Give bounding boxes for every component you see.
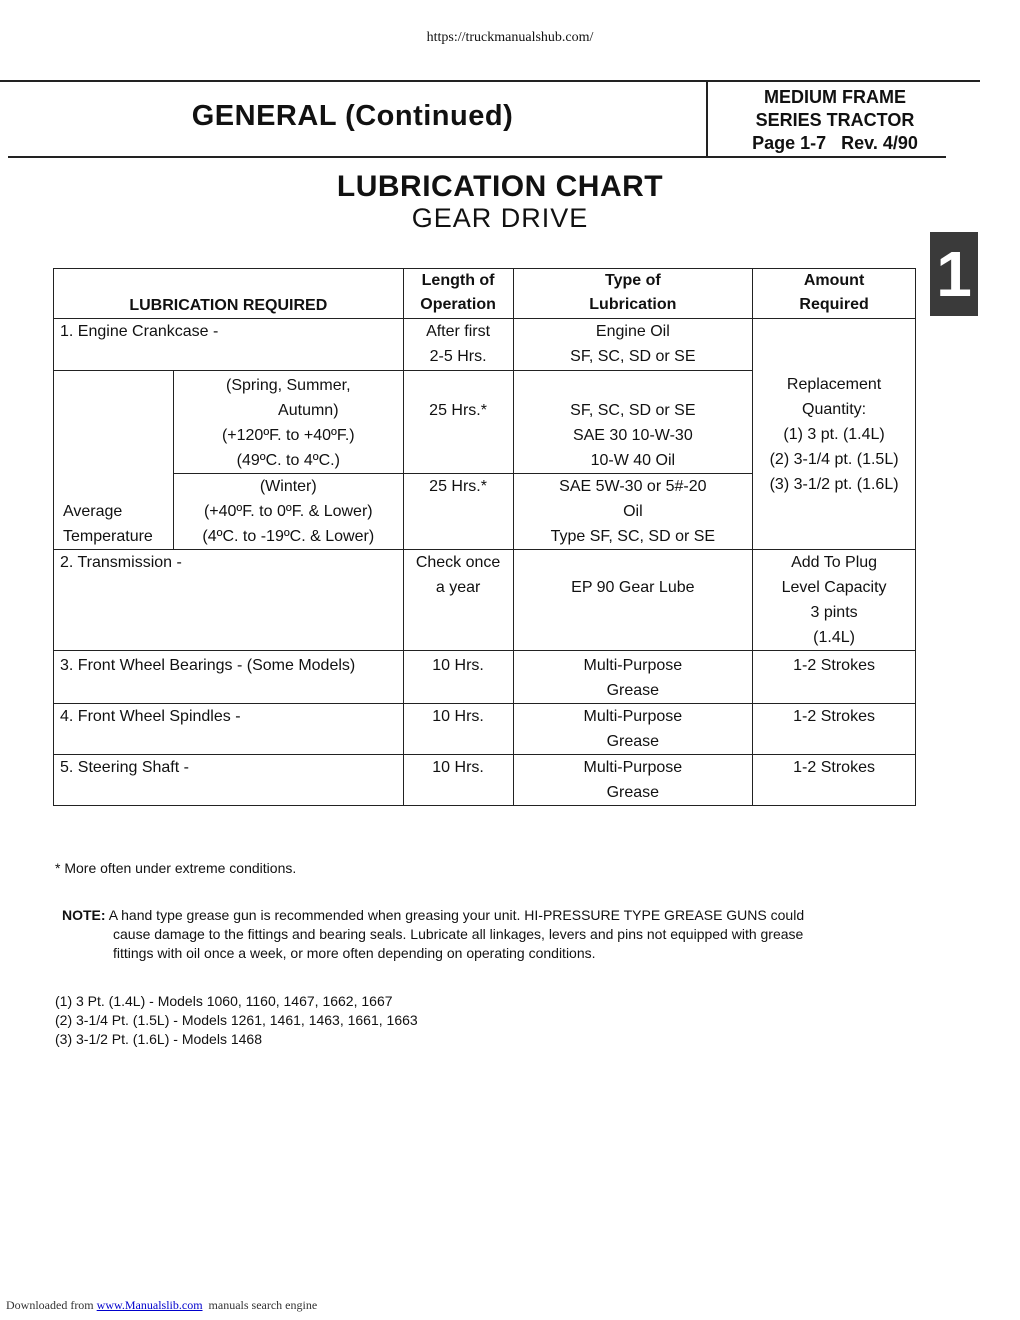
bearings-type (513, 651, 753, 704)
header-page-rev: Page 1-7 Rev. 4/90 (752, 133, 918, 153)
header-amount-l2: Required (799, 296, 869, 313)
bearings-type-l2: Grease (606, 682, 660, 699)
transmission-type (513, 550, 753, 651)
transmission-amount-l3: 3 pints (810, 604, 858, 621)
winter-type-l1: SAE 5W-30 or 5#-20 (559, 478, 707, 495)
bearings-length (403, 651, 513, 704)
engine-type (513, 319, 753, 371)
bearings-label: 3. Front Wheel Bearings - (Some Models) (54, 651, 404, 704)
winter-type-l2: Oil (623, 503, 643, 520)
transmission-type-value: EP 90 Gear Lube (571, 579, 695, 596)
summer-type-l1: SF, SC, SD or SE (570, 402, 696, 419)
header-series: SERIES TRACTOR (755, 110, 915, 130)
table-row-steering (54, 755, 916, 806)
header-top-rule (0, 80, 980, 82)
lubrication-table (53, 268, 916, 806)
table-row-engine (54, 319, 916, 371)
note-line3: fittings with oil once a week, or more often depending on operating conditions. (113, 945, 596, 961)
spindles-amount (753, 704, 916, 755)
steering-amount-value: 1-2 Strokes (793, 759, 875, 776)
page-title: GENERAL (Continued) (191, 100, 514, 132)
transmission-amount-l1: Add To Plug (791, 554, 878, 571)
engine-length-l2: 2-5 Hrs. (429, 348, 487, 365)
chart-subtitle: GEAR DRIVE (411, 203, 589, 233)
transmission-label: 2. Transmission - (54, 550, 404, 651)
steering-length-value: 10 Hrs. (432, 759, 484, 776)
list-item: (1) 3 Pt. (1.4L) - Models 1060, 1160, 1467, 1662, 1667 (55, 993, 393, 1009)
transmission-amount (753, 550, 916, 651)
summer-condition (173, 371, 403, 474)
replacement-l3: (1) 3 pt. (1.4L) (783, 425, 885, 443)
average-l1: Average (63, 503, 123, 520)
summer-l4: (49ºC. to 4ºC.) (236, 452, 340, 469)
winter-l1: (Winter) (259, 478, 317, 495)
models-list (55, 992, 418, 1049)
header-divider (706, 80, 708, 156)
header-length-l2: Operation (420, 296, 496, 313)
header-amount (753, 269, 916, 319)
bearings-length-value: 10 Hrs. (432, 657, 484, 674)
spindles-length (403, 704, 513, 755)
replacement-l1: Replacement (786, 375, 882, 393)
footer-prefix: Downloaded from (6, 1298, 97, 1312)
source-url: https://truckmanualshub.com/ (426, 30, 594, 45)
transmission-amount-l2: Level Capacity (781, 579, 887, 596)
steering-length (403, 755, 513, 806)
manualslib-link[interactable]: www.Manualslib.com (96, 1298, 203, 1312)
steering-type-l1: Multi-Purpose (583, 759, 683, 776)
table-row-transmission (54, 550, 916, 651)
header-length-l1: Length of (421, 272, 495, 289)
transmission-length (403, 550, 513, 651)
replacement-l2: Quantity: (802, 400, 867, 418)
winter-condition (173, 474, 403, 550)
note-label: NOTE: (62, 907, 106, 923)
summer-l2: Autumn) (278, 402, 339, 419)
replacement-quantity (753, 319, 916, 550)
spindles-label: 4. Front Wheel Spindles - (54, 704, 404, 755)
spindles-type-l2: Grease (606, 733, 660, 750)
summer-type-l2: SAE 30 10-W-30 (572, 427, 693, 444)
steering-amount (753, 755, 916, 806)
header-lubrication (54, 269, 404, 319)
spindles-type (513, 704, 753, 755)
footer-suffix: manuals search engine (202, 1298, 318, 1312)
summer-l1: (Spring, Summer, (226, 377, 351, 394)
average-temperature (54, 371, 174, 550)
spindles-amount-value: 1-2 Strokes (793, 708, 875, 725)
engine-length-l1: After first (426, 323, 491, 340)
chart-title: LUBRICATION CHART (336, 170, 664, 203)
spindles-length-value: 10 Hrs. (432, 708, 484, 725)
summer-type (513, 371, 753, 474)
header-frame: MEDIUM FRAME (764, 87, 906, 107)
list-item: (2) 3-1/4 Pt. (1.5L) - Models 1261, 1461, 1463, 1661, 1663 (55, 1012, 418, 1028)
header-series-info (710, 86, 960, 155)
table-header-row (54, 269, 916, 319)
list-item: (3) 3-1/2 Pt. (1.6L) - Models 1468 (55, 1031, 262, 1047)
table-row-bearings (54, 651, 916, 704)
bearings-amount-value: 1-2 Strokes (793, 657, 875, 674)
winter-type-l3: Type SF, SC, SD or SE (550, 528, 716, 545)
engine-label: 1. Engine Crankcase - (54, 319, 404, 371)
summer-type-l3: 10-W 40 Oil (590, 452, 676, 469)
header-type-l2: Lubrication (589, 296, 677, 313)
winter-type (513, 474, 753, 550)
winter-length-value: 25 Hrs.* (429, 478, 487, 495)
summer-length (403, 371, 513, 474)
transmission-length-l2: a year (435, 579, 481, 596)
header-lubrication-label: LUBRICATION REQUIRED (129, 297, 328, 314)
header-type-l1: Type of (604, 272, 661, 289)
replacement-l5: (3) 3-1/2 pt. (1.6L) (769, 475, 899, 493)
note-line2: cause damage to the fittings and bearing seals. Lubricate all linkages, levers and pins not equipped with grease (113, 926, 804, 942)
replacement-l4: (2) 3-1/4 pt. (1.5L) (769, 450, 899, 468)
header-length (403, 269, 513, 319)
bearings-amount (753, 651, 916, 704)
note-line1: A hand type grease gun is recommended when greasing your unit. HI-PRESSURE TYPE GREASE GUNS could (108, 907, 805, 923)
winter-l2: (+40ºF. to 0ºF. & Lower) (203, 503, 373, 520)
transmission-length-l1: Check once (415, 554, 501, 571)
note-block (62, 906, 932, 963)
download-footer (6, 1298, 317, 1313)
footnote: * More often under extreme conditions. (55, 860, 297, 876)
header-type (513, 269, 753, 319)
winter-l3: (4ºC. to -19ºC. & Lower) (202, 528, 375, 545)
engine-type-l2: SF, SC, SD or SE (570, 348, 696, 365)
spindles-type-l1: Multi-Purpose (583, 708, 683, 725)
average-l2: Temperature (63, 528, 153, 545)
bearings-type-l1: Multi-Purpose (583, 657, 683, 674)
winter-length (403, 474, 513, 550)
summer-l3: (+120ºF. to +40ºF.) (221, 427, 355, 444)
steering-label: 5. Steering Shaft - (54, 755, 404, 806)
transmission-amount-l4: (1.4L) (813, 629, 855, 646)
steering-type (513, 755, 753, 806)
header-amount-l1: Amount (803, 272, 865, 289)
steering-type-l2: Grease (606, 784, 660, 801)
summer-length-value: 25 Hrs.* (429, 402, 487, 419)
header-bottom-rule (8, 156, 946, 158)
table-row-spindles (54, 704, 916, 755)
engine-type-l1: Engine Oil (595, 323, 670, 340)
section-badge: 1 (930, 232, 978, 316)
engine-length (403, 319, 513, 371)
